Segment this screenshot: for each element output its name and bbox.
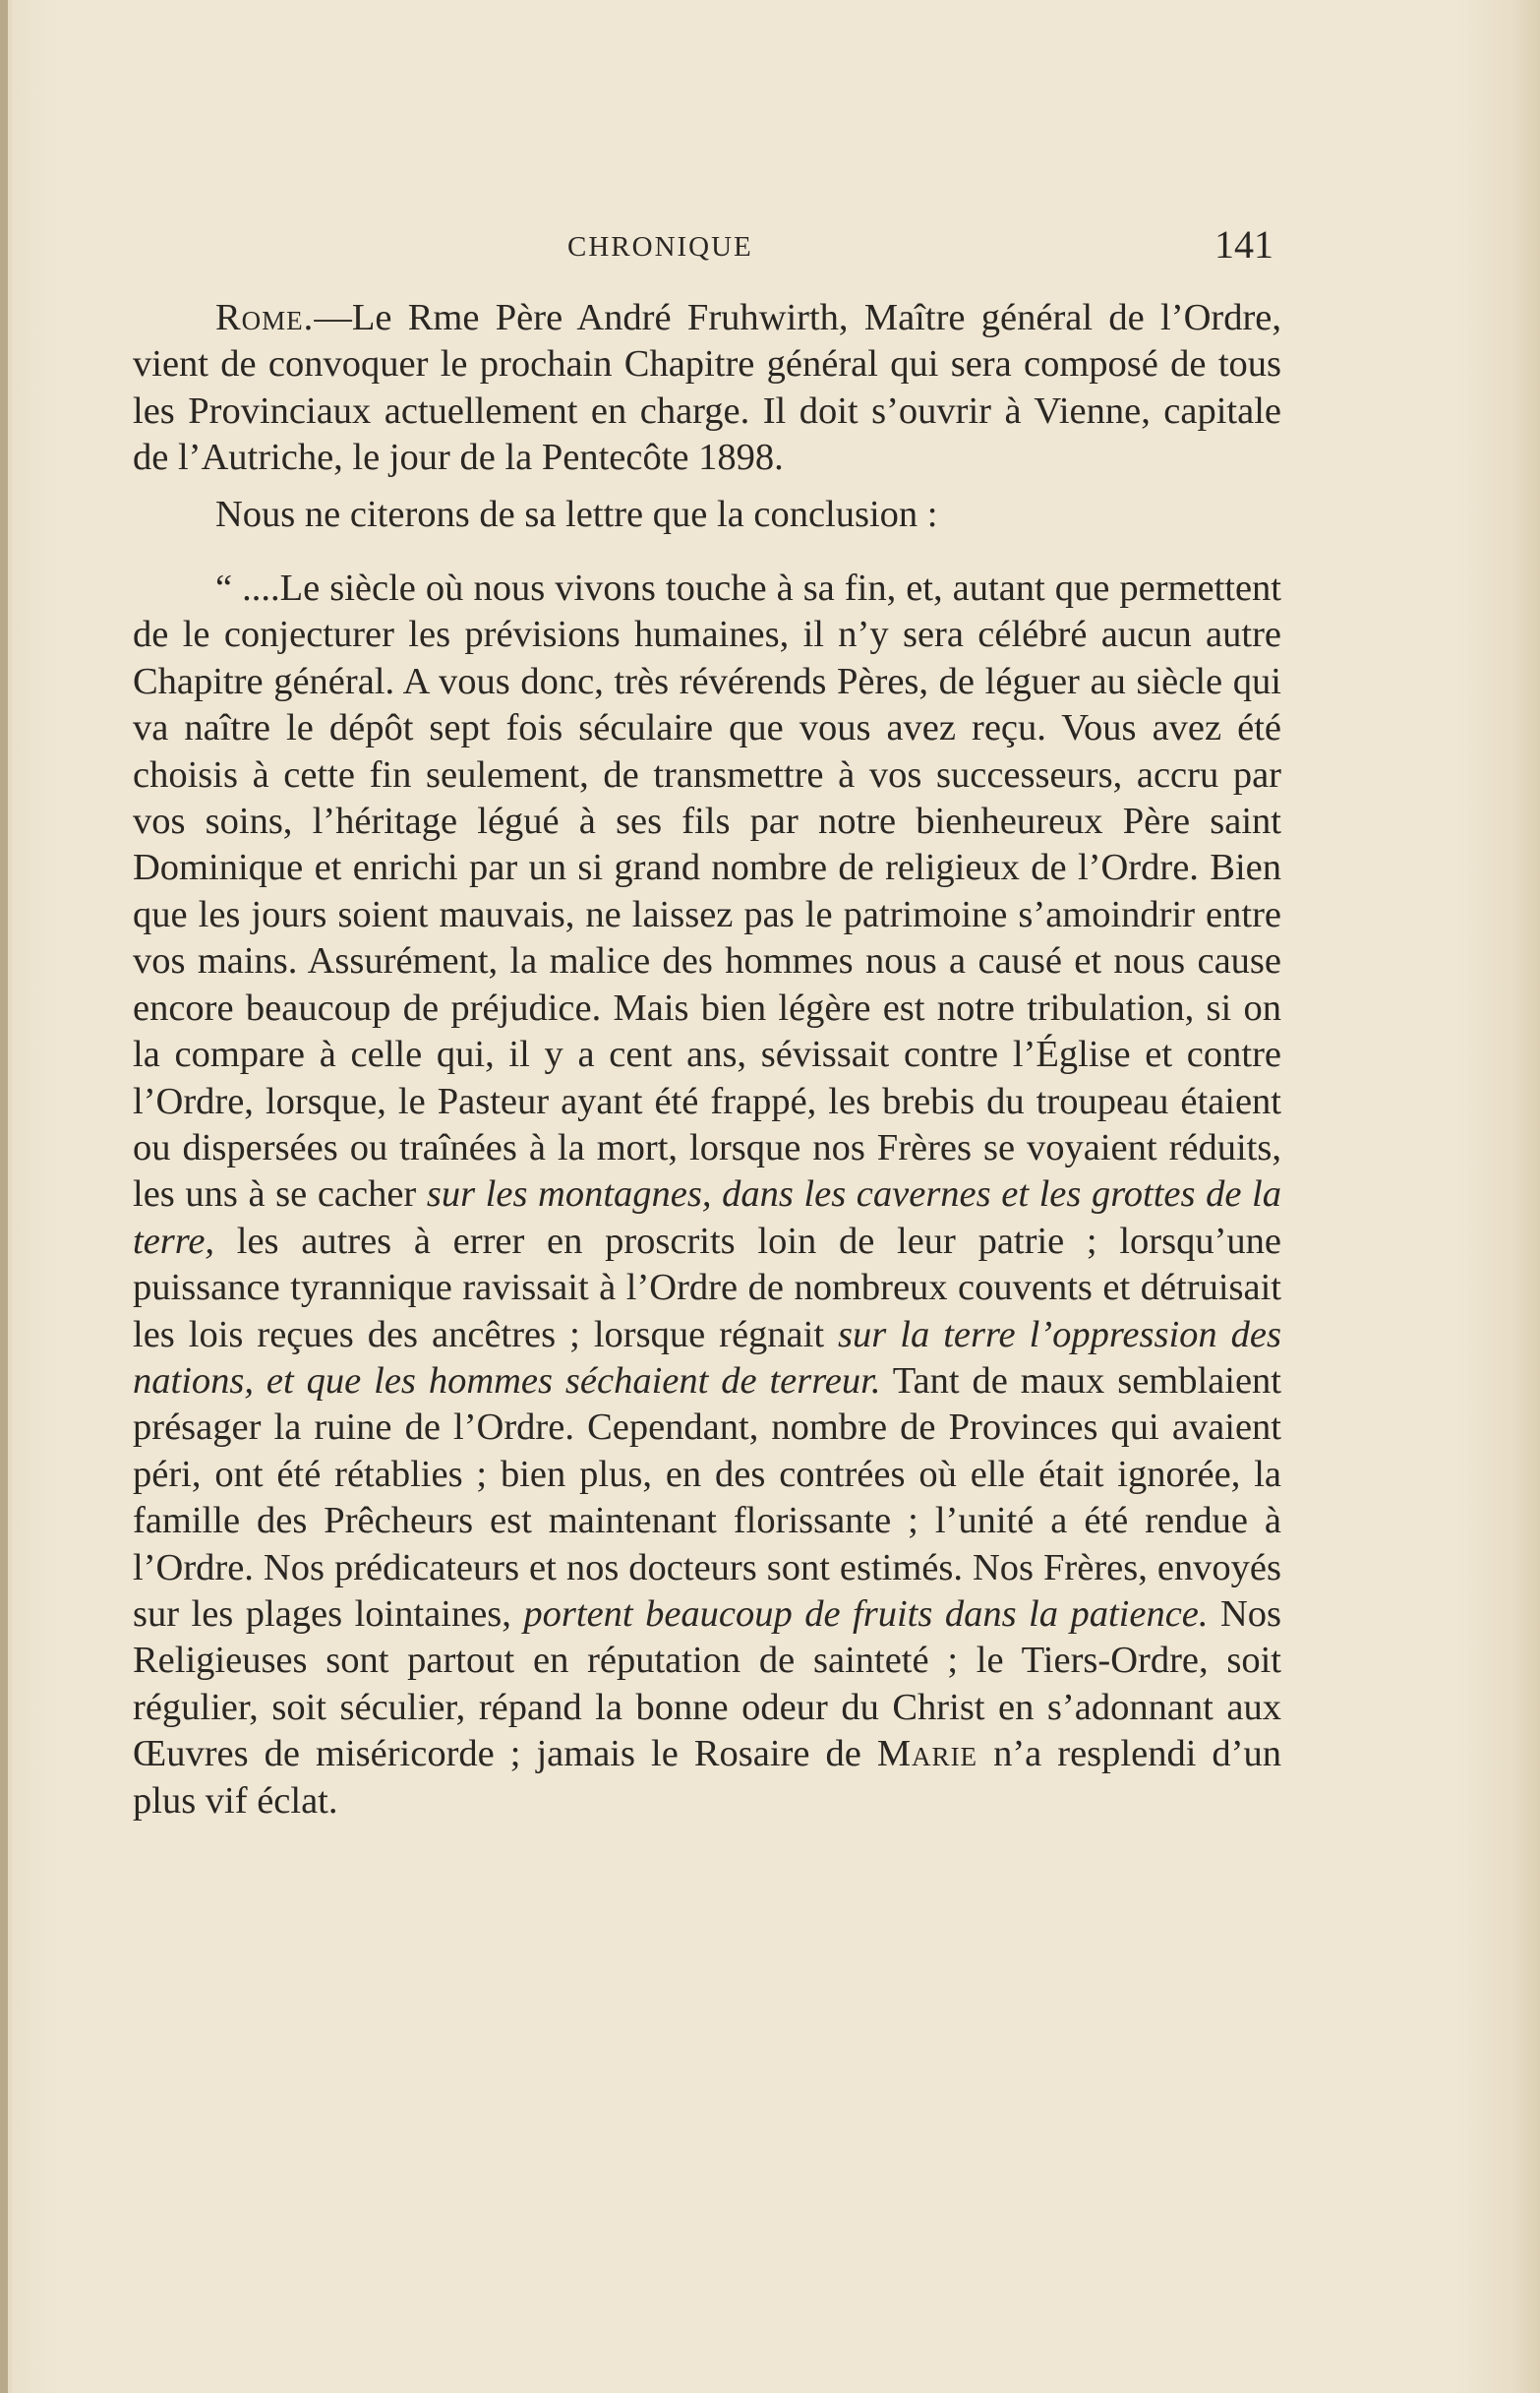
quote-text-2: les autres à errer en proscrits loin de leur patrie ; lorsqu’une puissance tyrannique ravissait à l’Ordre de nombreux couvents et détruisait les lois reçues des ancêtres ; lorsque régnait: [133, 1220, 1282, 1355]
paragraph-text: —Le Rme Père André Fruhwirth, Maître général de l’Ordre, vient de convoquer le prochain Chapitre général qui sera composé de tous les Provinciaux actuellement en charge. Il doit s’ouvrir à Vienne, capitale de l’Autriche, le jour de la Pentecôte 1898.: [133, 297, 1281, 479]
quote-italic-2: sur la terre l’oppression des nations, et que les hommes séchaient de terreur.: [133, 1313, 1281, 1402]
quote-italic-1: sur les montagnes, dans les cavernes et les grottes de la terre,: [133, 1173, 1281, 1262]
body-text: [133, 295, 1281, 1825]
quote-text-4: Nos Religieuses sont partout en réputation de sainteté ; le Tiers-Ordre, soit régulier, soit séculier, répand la bonne odeur du Christ en s’adonnant aux Œuvres de miséricorde ; jamais le Rosaire de: [133, 1592, 1282, 1775]
running-head: CHRONIQUE: [567, 231, 753, 263]
quote-text-5: n’a resplendi d’un plus vif éclat.: [133, 1733, 1281, 1822]
page-number: 141: [1214, 222, 1273, 267]
paragraph-quotation: [133, 566, 1281, 1825]
quote-smallcaps-marie: Marie: [876, 1733, 978, 1775]
paragraph-intro: Nous ne citerons de sa lettre que la conclusion :: [215, 493, 938, 535]
quote-italic-3: portent beaucoup de fruits dans la patience.: [523, 1592, 1209, 1635]
paragraph-rome: [133, 295, 1281, 482]
paragraph-lead: Rome.: [215, 297, 315, 338]
quote-text-1: “ ....Le siècle où nous vivons touche à sa fin, et, autant que permettent de le conjecturer les prévisions humaines, il n’y sera célébré aucun autre Chapitre général. A vous donc, très révérends Pères, de léguer au siècle qui va naître le dépôt sept fois séculaire que vous avez reçu. Vous avez été choisis à cette fin seulement, de transmettre à vos successeurs, accru par vos soins, l’héritage légué à ses fils par notre bienheureux Père saint Dominique et enrichi par un si grand nombre de religieux de l’Ordre. Bien que les jours soient mauvais, ne laissez pas le patrimoine s’amoindrir entre vos mains. Assurément, la malice des hommes nous a causé et nous cause encore beaucoup de préjudice. Mais bien légère est notre tribulation, si on la compare à celle qui, il y a cent ans, sévissait contre l’Église et contre l’Ordre, lorsque, le Pasteur ayant été frappé, les brebis du troupeau étaient ou dispersées ou traînées à la mort, lorsque nos Frères se voyaient réduits, les uns à se cacher: [133, 568, 1281, 1216]
quote-text-3: Tant de maux semblaient présager la ruine de l’Ordre. Cependant, nombre de Provinces qui avaient péri, ont été rétablies ; bien plus, en des contrées où elle était ignorée, la famille des Prêcheurs est maintenant florissante ; l’unité a été rendue à l’Ordre. Nos prédicateurs et nos docteurs sont estimés. Nos Frères, envoyés sur les plages lointaines,: [133, 1359, 1281, 1635]
page-header: [133, 221, 1273, 280]
page-binding-edge: [0, 0, 8, 2393]
